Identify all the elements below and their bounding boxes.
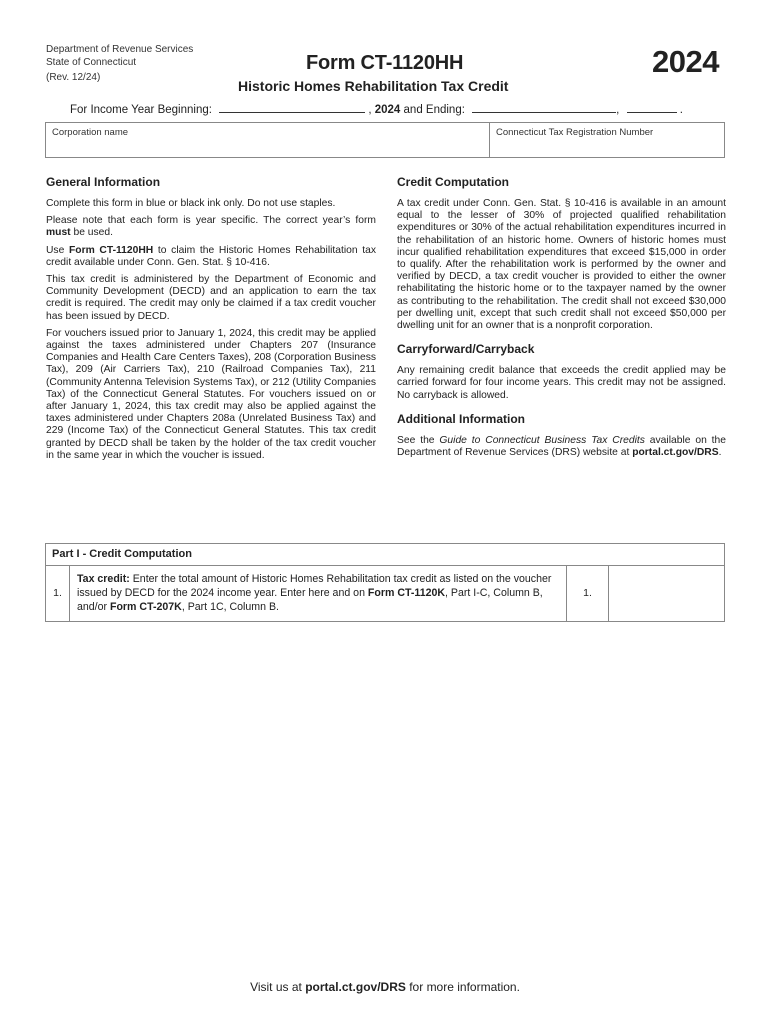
year-specific-note: Please note that each form is year specific. The correct year’s form must be used.: [46, 215, 376, 239]
period-begin-field[interactable]: [219, 102, 365, 113]
line-1-row: [46, 566, 724, 621]
form-header-agency: [46, 44, 193, 85]
period-beginning-label: For Income Year Beginning:: [70, 104, 212, 116]
revision-date: (Rev. 12/24): [46, 72, 101, 83]
carryforward-text: Any remaining credit balance that exceeds the credit applied may be carried forward for four income years. This credit may not be assigned. No carryback is allowed.: [397, 365, 726, 401]
form-subtitle: Historic Homes Rehabilitation Tax Credit: [238, 78, 509, 94]
state-name: State of Connecticut: [46, 56, 137, 68]
corporation-name-label: Corporation name: [52, 127, 129, 138]
agency-name: Department of Revenue Services: [46, 44, 194, 55]
administration-note: This tax credit is administered by the Department of Economic and Community Development (DECD) and an application to earn the tax credit is required. The credit may only be claimed if a tax credit voucher has been issued by DECD.: [46, 274, 376, 322]
line-1-number-right: 1.: [566, 566, 609, 621]
credit-computation-heading: Credit Computation: [397, 175, 509, 189]
corporation-name-field[interactable]: [46, 123, 490, 157]
additional-information-heading: Additional Information: [397, 411, 525, 426]
taxpayer-identification-box: [45, 122, 725, 158]
registration-number-label: Connecticut Tax Registration Number: [496, 127, 654, 138]
line-1-amount-field[interactable]: [609, 566, 724, 621]
part-1-credit-computation: [45, 543, 725, 622]
line-1-description: Tax credit: Enter the total amount of Historic Homes Rehabilitation tax credit as listed on the voucher issued by DECD for the 2024 income year. Enter here and on Form CT-1120K, Part I-C, Column B, and/or Form CT-207K, Part 1C, Column B.: [77, 573, 552, 613]
form-year: 2024: [652, 44, 719, 79]
general-information-heading: General Information: [46, 175, 161, 189]
footer-note: Visit us at portal.ct.gov/DRS for more information.: [250, 980, 520, 994]
general-information-section: [46, 175, 376, 467]
form-title: Form CT-1120HH: [306, 52, 464, 74]
part-1-heading: Part I - Credit Computation: [46, 544, 724, 566]
additional-information-text: See the Guide to Connecticut Business Tax Credits available on the Department of Revenue Services (DRS) website at portal.ct.gov/DRS.: [397, 434, 727, 459]
carryforward-heading: Carryforward/Carryback: [397, 342, 535, 357]
period-year: 2024: [374, 104, 401, 116]
voucher-application-note: For vouchers issued prior to January 1, 2024, this credit may be applied against the taxes administered under Chapters 207 (Insurance Companies and Health Care Centers Taxes), 208 (Corporation Business Tax), 209 (Air Carriers Tax), 210 (Railroad Companies Tax), 211 (Community Antenna Television Systems Tax), or 212 (Utility Companies Tax) of the Connecticut General Statutes. For vouchers issued on or after January 1, 2024, this tax credit may also be applied against the taxes administered under Chapters 208a (Unrelated Business Tax) and 229 (Income Tax) of the Connecticut General Statutes. This tax credit granted by DECD shall be taken by the holder of the tax credit voucher in the same year in which the voucher is issued.: [46, 327, 376, 461]
credit-computation-text: A tax credit under Conn. Gen. Stat. § 10-416 is available in an amount equal to the lesser of 30% of projected qualified rehabilitation expenditures or 30% of the actual rehabilitation expenditures incurred in the rehabilitation of an historic home. Owners of historic homes must incur qualified rehabilitation expenditures that exceed $15,000 in order to qualify. After the rehabilitation work is performed by the owner and verified by DECD, a tax credit voucher is provided to either the owner rehabilitating the historic home or to the taxpayer named by the owner as contributing to the rehabilitation. The credit shall not exceed $30,000 per dwelling unit, except that such credit shall not exceed $50,000 per dwelling unit for an owner that is a nonprofit corporation.: [397, 198, 726, 332]
credit-details-section: [397, 175, 726, 464]
drs-website-link[interactable]: portal.ct.gov/DRS: [632, 447, 719, 459]
ink-instruction: Complete this form in blue or black ink only. Do not use staples.: [46, 198, 336, 209]
period-end-year-field[interactable]: [627, 102, 677, 113]
period-end-field[interactable]: [472, 102, 616, 113]
line-1-number: 1.: [46, 566, 70, 621]
period-ending-label: and Ending:: [403, 104, 465, 116]
form-usage-note: Use Form CT-1120HH to claim the Historic Homes Rehabilitation tax credit available under Conn. Gen. Stat. § 10-416.: [46, 244, 376, 268]
footer-drs-link[interactable]: portal.ct.gov/DRS: [305, 980, 406, 994]
income-period-line: For Income Year Beginning: , 2024 and Ending: , .: [70, 104, 683, 116]
